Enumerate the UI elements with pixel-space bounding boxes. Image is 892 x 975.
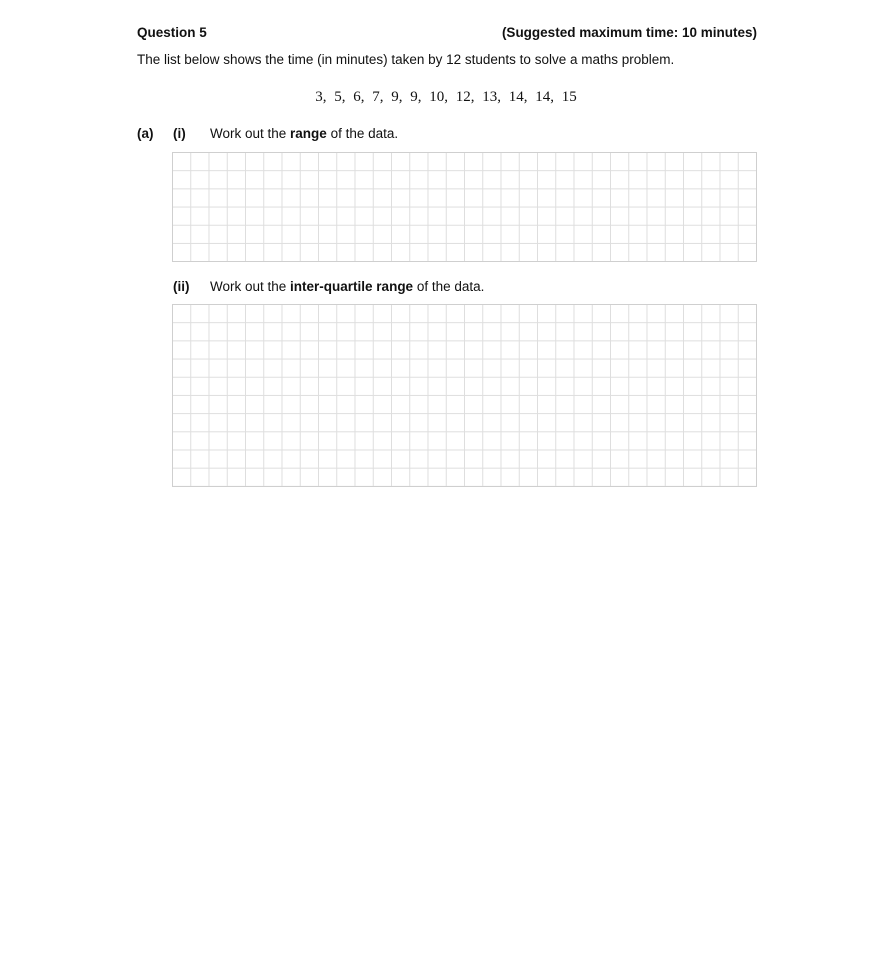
question-intro: The list below shows the time (in minutes) taken by 12 students to solve a maths problem. (137, 52, 675, 67)
question-title: Question 5 (137, 25, 207, 40)
part-ii-instruction: Work out the inter-quartile range of the data. (210, 279, 485, 294)
answer-grid-i[interactable] (172, 152, 757, 262)
question-header (137, 25, 757, 43)
part-i-label: (i) (173, 126, 186, 141)
answer-grid-ii[interactable] (172, 304, 757, 487)
data-list: 3, 5, 6, 7, 9, 9, 10, 12, 13, 14, 14, 15 (315, 89, 577, 105)
part-ii-label: (ii) (173, 279, 190, 294)
suggested-time: (Suggested maximum time: 10 minutes) (501, 25, 757, 40)
part-ii-keyword: inter-quartile range (290, 279, 414, 294)
part-i-instruction: Work out the range of the data. (210, 126, 399, 141)
part-a-label: (a) (137, 126, 154, 141)
part-i-keyword: range (290, 126, 327, 141)
